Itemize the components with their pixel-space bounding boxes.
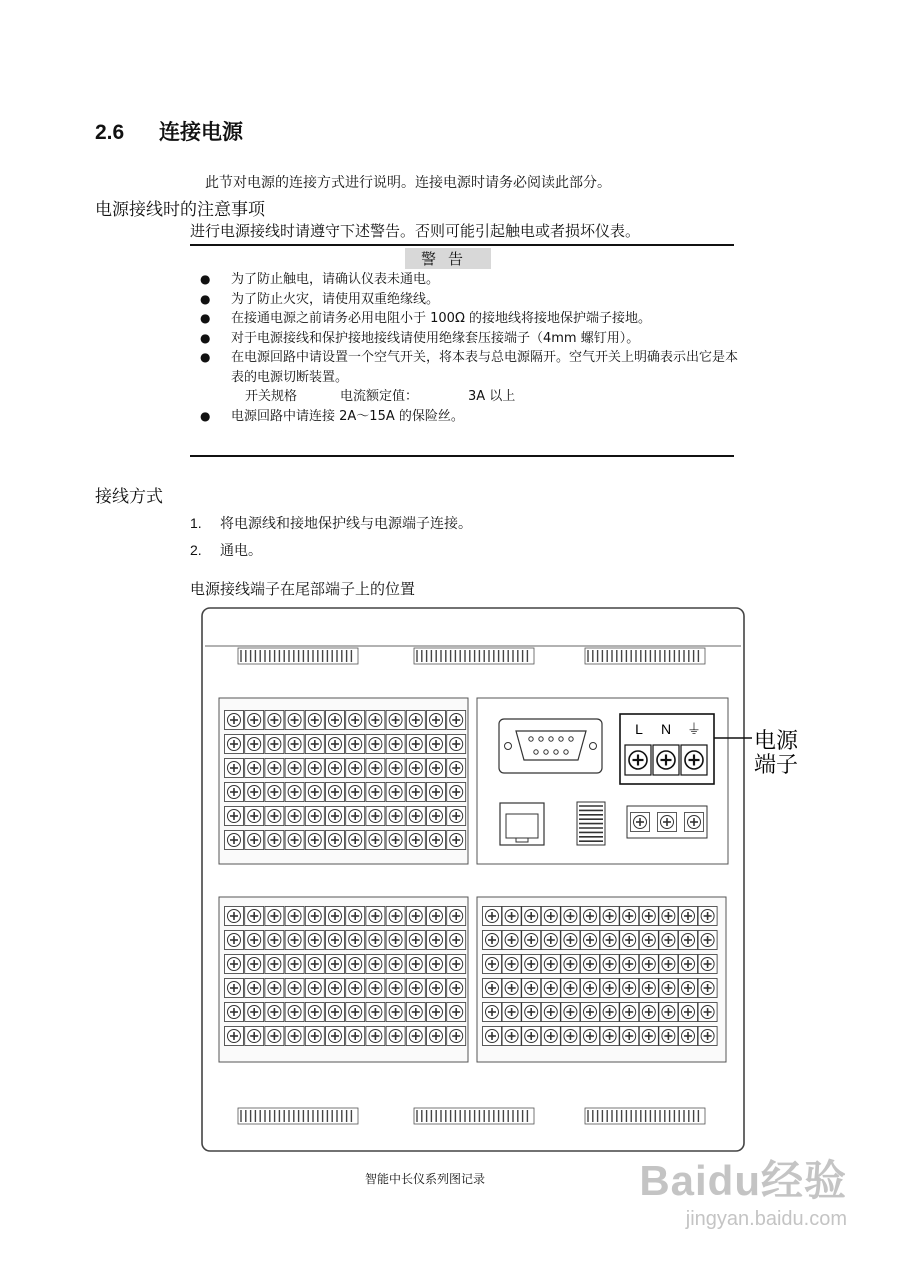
terminal-screw-icon bbox=[245, 831, 264, 850]
terminal-screw-icon bbox=[406, 807, 425, 826]
terminal-screw-icon bbox=[265, 831, 284, 850]
figure-title: 电源接线端子在尾部端子上的位置 bbox=[190, 580, 416, 598]
terminal-screw-icon bbox=[406, 1027, 425, 1046]
list-item: 1. 将电源线和接地保护线与电源端子连接。 bbox=[190, 515, 472, 532]
terminal-screw-icon bbox=[427, 931, 446, 950]
terminal-n-label: N bbox=[660, 721, 672, 737]
terminal-screw-icon bbox=[698, 1003, 717, 1022]
terminal-screw-icon bbox=[679, 979, 698, 998]
terminal-screw-icon bbox=[659, 931, 678, 950]
terminal-screw-icon bbox=[285, 783, 304, 802]
terminal-screw-icon bbox=[698, 907, 717, 926]
terminal-screw-icon bbox=[406, 831, 425, 850]
terminal-screw-icon bbox=[639, 979, 658, 998]
terminal-screw-icon bbox=[561, 1003, 580, 1022]
terminal-screw-icon bbox=[483, 955, 502, 974]
terminal-screw-icon bbox=[225, 1027, 244, 1046]
terminal-screw-icon bbox=[483, 931, 502, 950]
terminal-screw-icon bbox=[561, 979, 580, 998]
terminal-screw-icon bbox=[427, 1003, 446, 1022]
terminal-screw-icon bbox=[447, 735, 466, 754]
terminal-screw-icon bbox=[620, 1027, 639, 1046]
terminal-screw-icon bbox=[245, 759, 264, 778]
terminal-screw-icon bbox=[698, 931, 717, 950]
terminal-screw-icon bbox=[225, 807, 244, 826]
terminal-screw-icon bbox=[541, 907, 560, 926]
terminal-screw-icon bbox=[581, 931, 600, 950]
bullet-icon: ● bbox=[200, 330, 211, 345]
terminal-screw-icon bbox=[502, 907, 521, 926]
terminal-screw-icon bbox=[265, 735, 284, 754]
method-heading: 接线方式 bbox=[95, 487, 163, 507]
terminal-screw-icon bbox=[581, 1027, 600, 1046]
terminal-screw-icon bbox=[225, 955, 244, 974]
terminal-screw-icon bbox=[245, 783, 264, 802]
terminal-screw-icon bbox=[346, 783, 365, 802]
terminal-screw-icon bbox=[346, 1027, 365, 1046]
terminal-screw-icon bbox=[427, 979, 446, 998]
terminal-screw-icon bbox=[346, 907, 365, 926]
warning-line: 进行电源接线时请遵守下述警告。否则可能引起触电或者损坏仪表。 bbox=[190, 220, 734, 246]
terminal-screw-icon bbox=[659, 1027, 678, 1046]
bullet-icon: ● bbox=[200, 350, 211, 364]
terminal-screw-icon bbox=[285, 979, 304, 998]
terminal-screw-icon bbox=[447, 1003, 466, 1022]
terminal-screw-icon bbox=[265, 807, 284, 826]
terminal-screw-icon bbox=[245, 735, 264, 754]
terminal-screw-icon bbox=[225, 831, 244, 850]
terminal-screw-icon bbox=[285, 1027, 304, 1046]
terminal-screw-icon bbox=[366, 1027, 385, 1046]
terminal-screw-icon bbox=[406, 931, 425, 950]
terminal-screw-icon bbox=[245, 1003, 264, 1022]
terminal-screw-icon bbox=[427, 735, 446, 754]
terminal-screw-icon bbox=[285, 907, 304, 926]
terminal-screw-icon bbox=[522, 1027, 541, 1046]
terminal-screw-icon bbox=[679, 1003, 698, 1022]
terminal-screw-icon bbox=[659, 907, 678, 926]
terminal-screw-icon bbox=[305, 907, 324, 926]
terminal-screw-icon bbox=[265, 907, 284, 926]
terminal-screw-icon bbox=[659, 955, 678, 974]
intro-paragraph: 此节对电源的连接方式进行说明。连接电源时请务必阅读此部分。 bbox=[205, 175, 611, 191]
terminal-screw-icon bbox=[265, 759, 284, 778]
terminal-screw-icon bbox=[225, 783, 244, 802]
terminal-screw-icon bbox=[639, 1027, 658, 1046]
watermark bbox=[639, 1148, 847, 1231]
terminal-screw-icon bbox=[447, 907, 466, 926]
terminal-screw-icon bbox=[265, 711, 284, 730]
list-item: 2. 通电。 bbox=[190, 542, 262, 559]
terminal-screw-icon bbox=[386, 807, 405, 826]
terminal-screw-icon bbox=[245, 711, 264, 730]
terminal-screw-icon bbox=[366, 759, 385, 778]
terminal-screw-icon bbox=[620, 907, 639, 926]
terminal-screw-icon bbox=[427, 1027, 446, 1046]
terminal-screw-icon bbox=[366, 783, 385, 802]
terminal-screw-icon bbox=[305, 955, 324, 974]
terminal-screw-icon bbox=[225, 907, 244, 926]
watermark-logo: Baidu经验 bbox=[639, 1157, 847, 1204]
spec-label: 开关规格 bbox=[245, 389, 298, 404]
terminal-screw-icon bbox=[406, 1003, 425, 1022]
terminal-screw-icon bbox=[600, 907, 619, 926]
terminal-screw-icon bbox=[541, 1003, 560, 1022]
terminal-screw-icon bbox=[386, 783, 405, 802]
terminal-screw-icon bbox=[245, 807, 264, 826]
terminal-screw-icon bbox=[639, 1003, 658, 1022]
terminal-screw-icon bbox=[366, 1003, 385, 1022]
terminal-screw-icon bbox=[581, 1003, 600, 1022]
terminal-screw-icon bbox=[265, 1027, 284, 1046]
terminal-screw-icon bbox=[326, 979, 345, 998]
terminal-screw-icon bbox=[285, 831, 304, 850]
terminal-screw-icon bbox=[326, 907, 345, 926]
warning-title: 警告 bbox=[405, 248, 491, 269]
terminal-screw-icon bbox=[561, 955, 580, 974]
terminal-screw-icon bbox=[406, 979, 425, 998]
terminal-screw-icon bbox=[326, 759, 345, 778]
terminal-screw-icon bbox=[541, 1027, 560, 1046]
list-item: ● 对于电源接线和保护接地接线请使用绝缘套压接端子（4mm 螺钉用）。 bbox=[195, 329, 740, 349]
terminal-screw-icon bbox=[245, 1027, 264, 1046]
terminal-screw-icon bbox=[386, 831, 405, 850]
terminal-screw-icon bbox=[346, 759, 365, 778]
figure-caption: 智能中长仪系列图记录 bbox=[365, 1172, 486, 1186]
terminal-screw-icon bbox=[326, 1003, 345, 1022]
terminal-screw-icon bbox=[679, 931, 698, 950]
terminal-screw-icon bbox=[326, 955, 345, 974]
terminal-screw-icon bbox=[265, 783, 284, 802]
terminal-screw-icon bbox=[659, 1003, 678, 1022]
terminal-screw-icon bbox=[447, 931, 466, 950]
terminal-screw-icon bbox=[698, 1027, 717, 1046]
terminal-screw-icon bbox=[265, 979, 284, 998]
terminal-screw-icon bbox=[245, 979, 264, 998]
spec-rating-value: 3A 以上 bbox=[468, 389, 516, 404]
terminal-screw-icon bbox=[600, 1027, 619, 1046]
terminal-screw-icon bbox=[245, 955, 264, 974]
terminal-screw-icon bbox=[225, 931, 244, 950]
terminal-screw-icon bbox=[265, 931, 284, 950]
callout-line2: 端子 bbox=[754, 753, 799, 778]
terminal-screw-icon bbox=[326, 735, 345, 754]
terminal-screw-icon bbox=[225, 1003, 244, 1022]
terminal-screw-icon bbox=[366, 907, 385, 926]
terminal-screw-icon bbox=[346, 1003, 365, 1022]
terminal-screw-icon bbox=[305, 1027, 324, 1046]
terminal-screw-icon bbox=[305, 783, 324, 802]
terminal-screw-icon bbox=[427, 759, 446, 778]
terminal-screw-icon bbox=[541, 931, 560, 950]
terminal-l-label: L bbox=[635, 721, 643, 737]
terminal-screw-icon bbox=[366, 931, 385, 950]
terminal-screw-icon bbox=[406, 735, 425, 754]
terminal-screw-icon bbox=[386, 735, 405, 754]
terminal-screw-icon bbox=[386, 979, 405, 998]
terminal-screw-icon bbox=[285, 711, 304, 730]
terminal-screw-icon bbox=[427, 955, 446, 974]
terminal-screw-icon bbox=[447, 979, 466, 998]
terminal-screw-icon bbox=[305, 979, 324, 998]
terminal-screw-icon bbox=[427, 783, 446, 802]
list-item: ● 为了防止火灾，请使用双重绝缘线。 bbox=[195, 290, 740, 310]
terminal-screw-icon bbox=[698, 955, 717, 974]
terminal-screw-icon bbox=[225, 759, 244, 778]
terminal-screw-icon bbox=[581, 907, 600, 926]
terminal-screw-icon bbox=[285, 807, 304, 826]
terminal-screw-icon bbox=[305, 711, 324, 730]
terminal-screw-icon bbox=[346, 955, 365, 974]
terminal-screw-icon bbox=[483, 1003, 502, 1022]
terminal-screw-icon bbox=[447, 955, 466, 974]
terminal-screw-icon bbox=[427, 807, 446, 826]
terminal-screw-icon bbox=[581, 955, 600, 974]
terminal-screw-icon bbox=[225, 735, 244, 754]
terminal-screw-icon bbox=[447, 1027, 466, 1046]
terminal-screw-icon bbox=[620, 1003, 639, 1022]
terminal-screw-icon bbox=[346, 807, 365, 826]
terminal-screw-icon bbox=[346, 979, 365, 998]
terminal-screw-icon bbox=[600, 1003, 619, 1022]
terminal-screw-icon bbox=[265, 955, 284, 974]
terminal-screw-icon bbox=[326, 783, 345, 802]
terminal-screw-icon bbox=[305, 931, 324, 950]
terminal-screw-icon bbox=[366, 979, 385, 998]
terminal-screw-icon bbox=[245, 931, 264, 950]
terminal-screw-icon bbox=[639, 907, 658, 926]
terminal-screw-icon bbox=[245, 907, 264, 926]
terminal-screw-icon bbox=[679, 1027, 698, 1046]
terminal-screw-icon bbox=[522, 907, 541, 926]
terminal-screw-icon bbox=[346, 711, 365, 730]
terminal-screw-icon bbox=[600, 979, 619, 998]
terminal-screw-icon bbox=[225, 711, 244, 730]
callout-line1: 电源 bbox=[754, 729, 799, 754]
spec-rating-label: 电流额定值： bbox=[340, 389, 419, 404]
terminal-screw-icon bbox=[406, 955, 425, 974]
terminal-screw-icon bbox=[447, 807, 466, 826]
terminal-screw-icon bbox=[483, 979, 502, 998]
terminal-screw-icon bbox=[502, 1003, 521, 1022]
terminal-screw-icon bbox=[285, 1003, 304, 1022]
bullet-icon: ● bbox=[200, 311, 211, 325]
terminal-screw-icon bbox=[285, 931, 304, 950]
terminal-screw-icon bbox=[366, 831, 385, 850]
terminal-screw-icon bbox=[406, 759, 425, 778]
terminal-screw-icon bbox=[225, 979, 244, 998]
section-number: 2.6 bbox=[95, 121, 125, 144]
terminal-screw-icon bbox=[561, 907, 580, 926]
terminal-screw-icon bbox=[285, 955, 304, 974]
terminal-screw-icon bbox=[265, 1003, 284, 1022]
terminal-screw-icon bbox=[366, 807, 385, 826]
terminal-screw-icon bbox=[561, 931, 580, 950]
terminal-screw-icon bbox=[541, 979, 560, 998]
bullet-icon: ● bbox=[200, 408, 211, 423]
terminal-screw-icon bbox=[406, 907, 425, 926]
terminal-screw-icon bbox=[522, 1003, 541, 1022]
terminal-screw-icon bbox=[522, 979, 541, 998]
terminal-screw-icon bbox=[285, 735, 304, 754]
terminal-screw-icon bbox=[427, 831, 446, 850]
terminal-screw-icon bbox=[620, 931, 639, 950]
terminal-screw-icon bbox=[620, 979, 639, 998]
terminal-screw-icon bbox=[427, 907, 446, 926]
terminal-screw-icon bbox=[447, 831, 466, 850]
terminal-screw-icon bbox=[600, 955, 619, 974]
terminal-screw-icon bbox=[386, 1027, 405, 1046]
terminal-screw-icon bbox=[326, 711, 345, 730]
bullet-icon: ● bbox=[200, 291, 211, 306]
terminal-screw-icon bbox=[679, 907, 698, 926]
list-item: ● 为了防止触电，请确认仪表未通电。 bbox=[195, 270, 740, 290]
terminal-screw-icon bbox=[305, 1003, 324, 1022]
terminal-screw-icon bbox=[541, 955, 560, 974]
terminal-screw-icon bbox=[326, 831, 345, 850]
watermark-url: jingyan.baidu.com bbox=[685, 1208, 847, 1230]
terminal-screw-icon bbox=[326, 1027, 345, 1046]
terminal-screw-icon bbox=[427, 711, 446, 730]
terminal-screw-icon bbox=[366, 711, 385, 730]
bullet-icon: ● bbox=[200, 272, 211, 286]
terminal-screw-icon bbox=[386, 711, 405, 730]
terminal-screw-icon bbox=[659, 979, 678, 998]
terminal-screw-icon bbox=[346, 831, 365, 850]
terminal-screw-icon bbox=[305, 807, 324, 826]
terminal-screw-icon bbox=[305, 735, 324, 754]
terminal-screw-icon bbox=[386, 907, 405, 926]
list-item: ● 在电源回路中请设置一个空气开关，将本表与总电源隔开。空气开关上明确表示出它是本表的电源切断装置。 bbox=[200, 350, 739, 385]
list-item: ● 电源回路中请连接 2A～15A 的保险丝。 bbox=[195, 407, 740, 427]
wiring-notes-heading: 电源接线时的注意事项 bbox=[95, 200, 265, 220]
section-title: 连接电源 bbox=[159, 120, 243, 144]
terminal-screw-icon bbox=[639, 955, 658, 974]
terminal-screw-icon bbox=[620, 955, 639, 974]
list-item: ● 在接通电源之前请务必用电阻小于 100Ω 的接地线将接地保护端子接地。 bbox=[195, 309, 740, 329]
terminal-screw-icon bbox=[561, 1027, 580, 1046]
terminal-screw-icon bbox=[326, 931, 345, 950]
terminal-screw-icon bbox=[502, 979, 521, 998]
network-port-icon bbox=[500, 803, 544, 845]
terminal-screw-icon bbox=[346, 931, 365, 950]
terminal-screw-icon bbox=[285, 759, 304, 778]
terminal-screw-icon bbox=[600, 931, 619, 950]
terminal-screw-icon bbox=[447, 759, 466, 778]
terminal-screw-icon bbox=[386, 955, 405, 974]
terminal-screw-icon bbox=[366, 955, 385, 974]
terminal-screw-icon bbox=[366, 735, 385, 754]
terminal-screw-icon bbox=[679, 955, 698, 974]
terminal-screw-icon bbox=[522, 931, 541, 950]
terminal-screw-icon bbox=[386, 1003, 405, 1022]
ground-icon: ⏚ bbox=[687, 722, 701, 738]
terminal-screw-icon bbox=[483, 1027, 502, 1046]
terminal-screw-icon bbox=[386, 759, 405, 778]
terminal-screw-icon bbox=[447, 783, 466, 802]
terminal-screw-icon bbox=[386, 931, 405, 950]
terminal-screw-icon bbox=[305, 831, 324, 850]
terminal-screw-icon bbox=[483, 907, 502, 926]
terminal-screw-icon bbox=[326, 807, 345, 826]
terminal-screw-icon bbox=[447, 711, 466, 730]
terminal-screw-icon bbox=[502, 931, 521, 950]
terminal-screw-icon bbox=[522, 955, 541, 974]
terminal-screw-icon bbox=[639, 931, 658, 950]
terminal-screw-icon bbox=[581, 979, 600, 998]
terminal-screw-icon bbox=[502, 1027, 521, 1046]
terminal-screw-icon bbox=[406, 711, 425, 730]
terminal-screw-icon bbox=[502, 955, 521, 974]
terminal-screw-icon bbox=[305, 759, 324, 778]
terminal-screw-icon bbox=[698, 979, 717, 998]
terminal-screw-icon bbox=[346, 735, 365, 754]
terminal-screw-icon bbox=[406, 783, 425, 802]
